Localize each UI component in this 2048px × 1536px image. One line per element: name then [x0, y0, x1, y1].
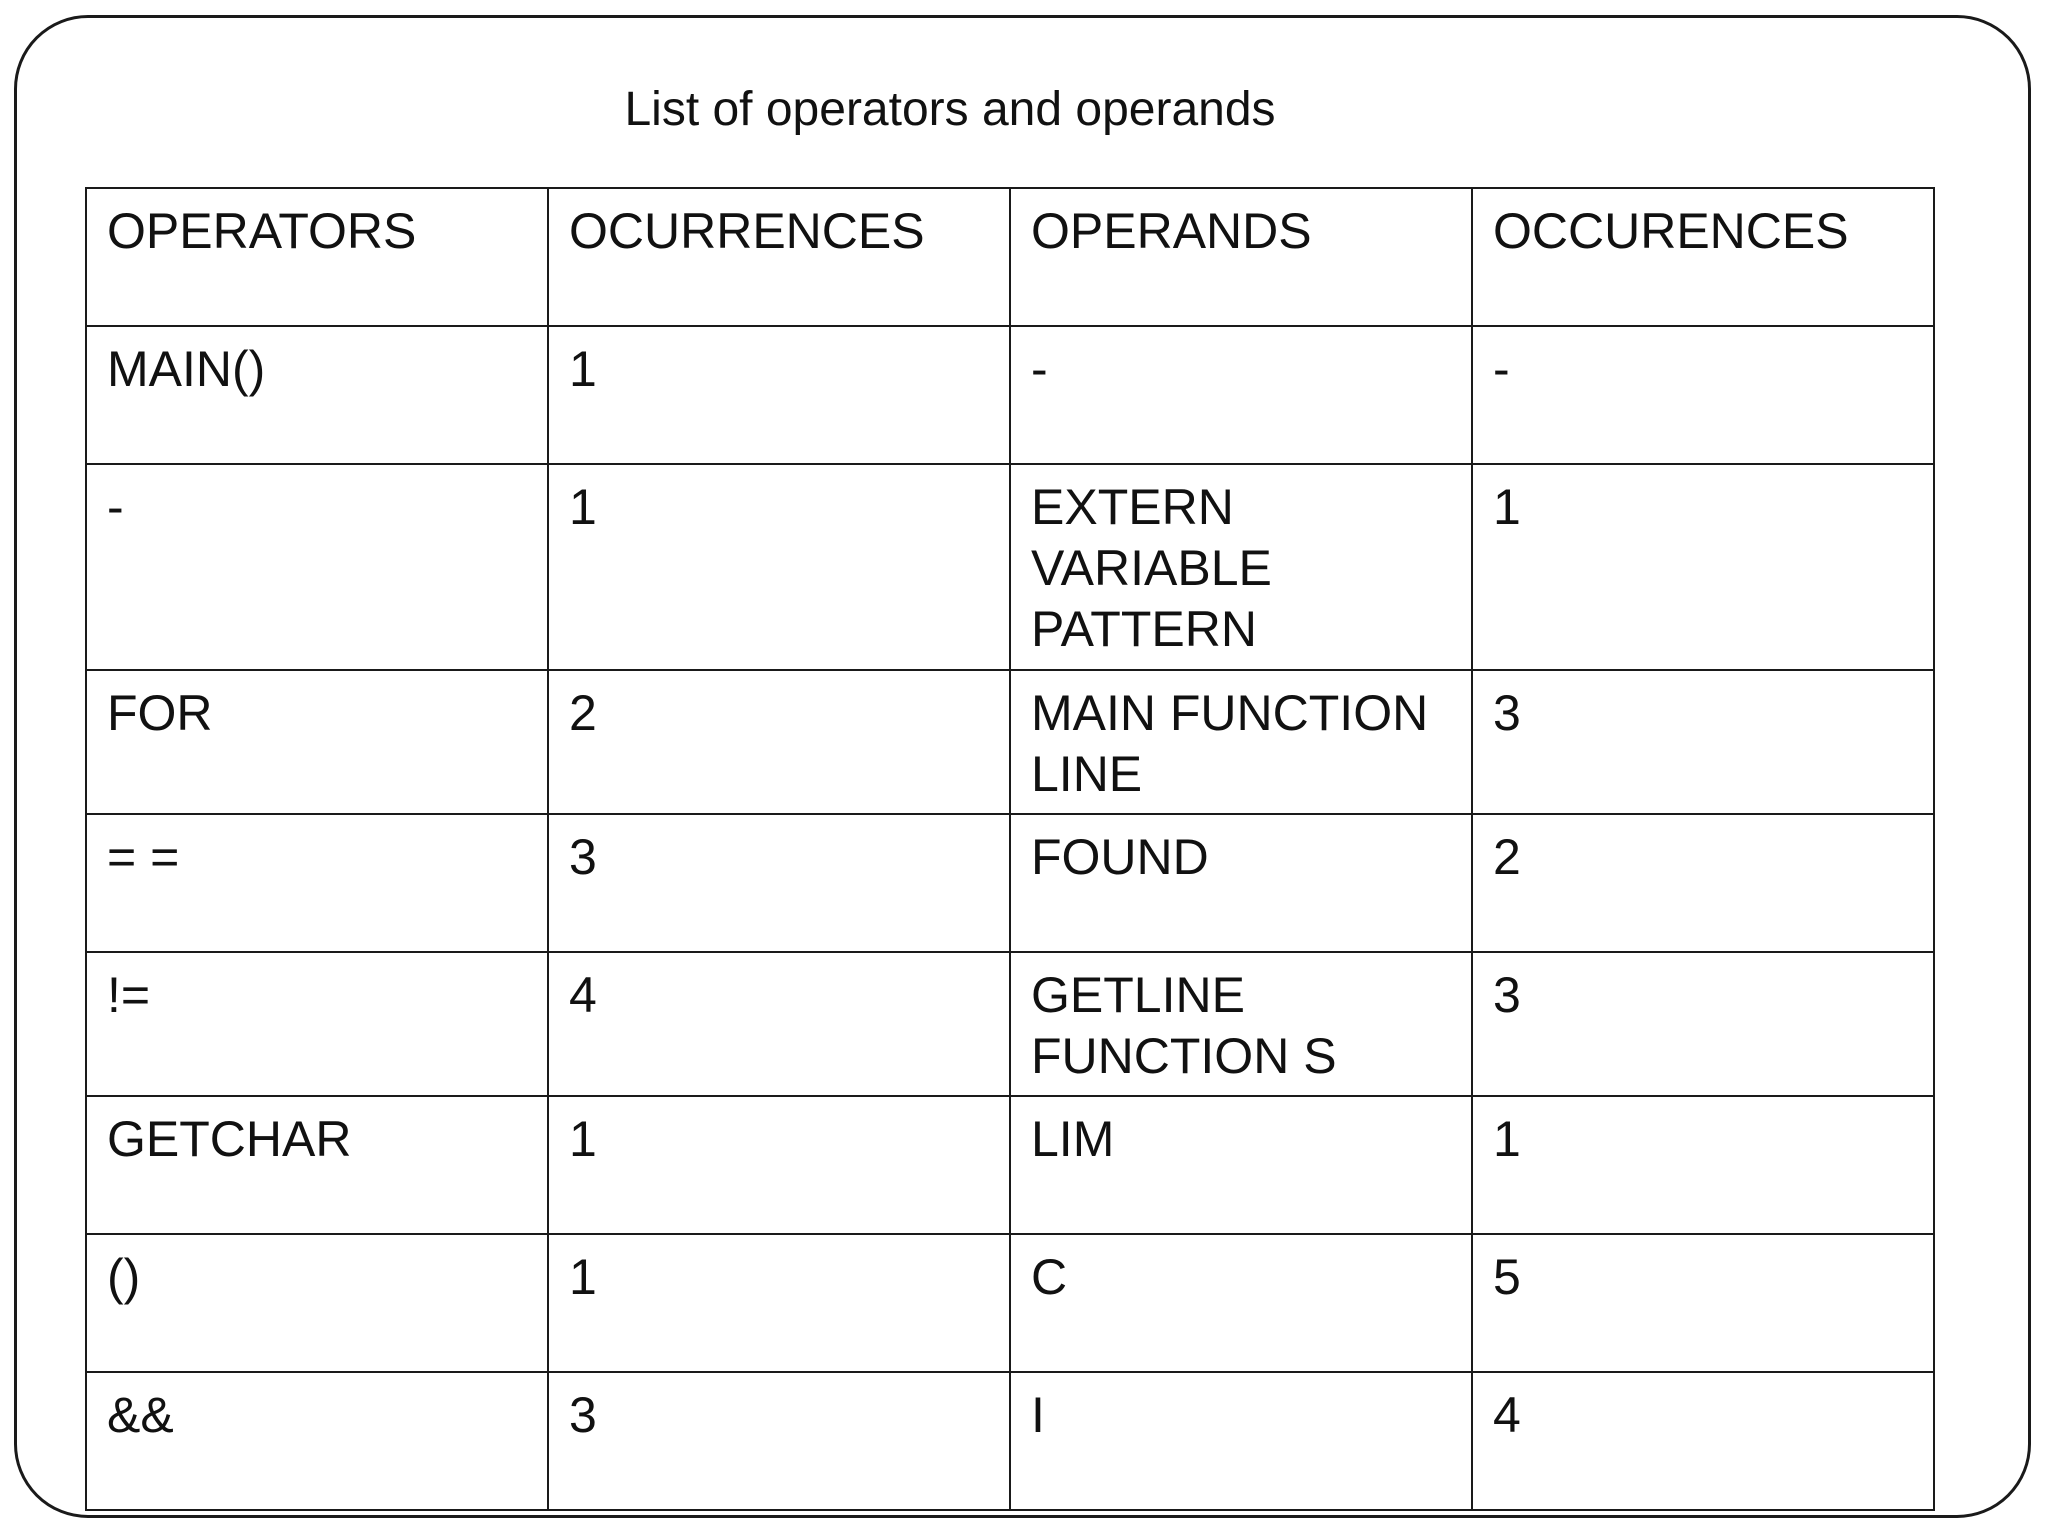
table-cell: 5	[1472, 1234, 1934, 1372]
table-row	[86, 1096, 1934, 1234]
table-cell: 1	[1472, 1096, 1934, 1234]
table-row	[86, 1234, 1934, 1372]
page-title: List of operators and operands	[624, 83, 1276, 136]
table-cell: MAIN()	[86, 326, 548, 464]
table-cell: LIM	[1010, 1096, 1472, 1234]
table-cell: FOUND	[1010, 814, 1472, 952]
table-cell: 4	[548, 952, 1010, 1096]
table-cell: GETLINE FUNCTION S	[1010, 952, 1472, 1096]
table-cell: 3	[1472, 952, 1934, 1096]
table-header-row	[86, 188, 1934, 326]
table-cell: 1	[548, 1234, 1010, 1372]
table-cell: ()	[86, 1234, 548, 1372]
operators-operands-table	[85, 187, 1935, 1511]
table-cell: I	[1010, 1372, 1472, 1510]
table-cell: GETCHAR	[86, 1096, 548, 1234]
table-row	[86, 814, 1934, 952]
table-cell: 3	[1472, 670, 1934, 814]
table-cell: 1	[548, 326, 1010, 464]
table-cell: 2	[548, 670, 1010, 814]
table-cell: FOR	[86, 670, 548, 814]
table-cell: MAIN FUNCTION LINE	[1010, 670, 1472, 814]
table-cell: 4	[1472, 1372, 1934, 1510]
table-cell: -	[1472, 326, 1934, 464]
column-header: OPERANDS	[1010, 188, 1472, 326]
table-cell: !=	[86, 952, 548, 1096]
column-header: OPERATORS	[86, 188, 548, 326]
table-cell: 1	[548, 464, 1010, 670]
table-row	[86, 326, 1934, 464]
column-header: OCCURENCES	[1472, 188, 1934, 326]
table-cell: 3	[548, 1372, 1010, 1510]
table-cell: 3	[548, 814, 1010, 952]
table-row	[86, 464, 1934, 670]
column-header: OCURRENCES	[548, 188, 1010, 326]
table-row	[86, 1372, 1934, 1510]
table-cell: 1	[548, 1096, 1010, 1234]
table-row	[86, 952, 1934, 1096]
table-cell: 2	[1472, 814, 1934, 952]
table-cell: = =	[86, 814, 548, 952]
table-cell: -	[86, 464, 548, 670]
table-cell: C	[1010, 1234, 1472, 1372]
table-cell: &&	[86, 1372, 548, 1510]
table-row	[86, 670, 1934, 814]
table-cell: -	[1010, 326, 1472, 464]
table-cell: EXTERN VARIABLE PATTERN	[1010, 464, 1472, 670]
table-cell: 1	[1472, 464, 1934, 670]
